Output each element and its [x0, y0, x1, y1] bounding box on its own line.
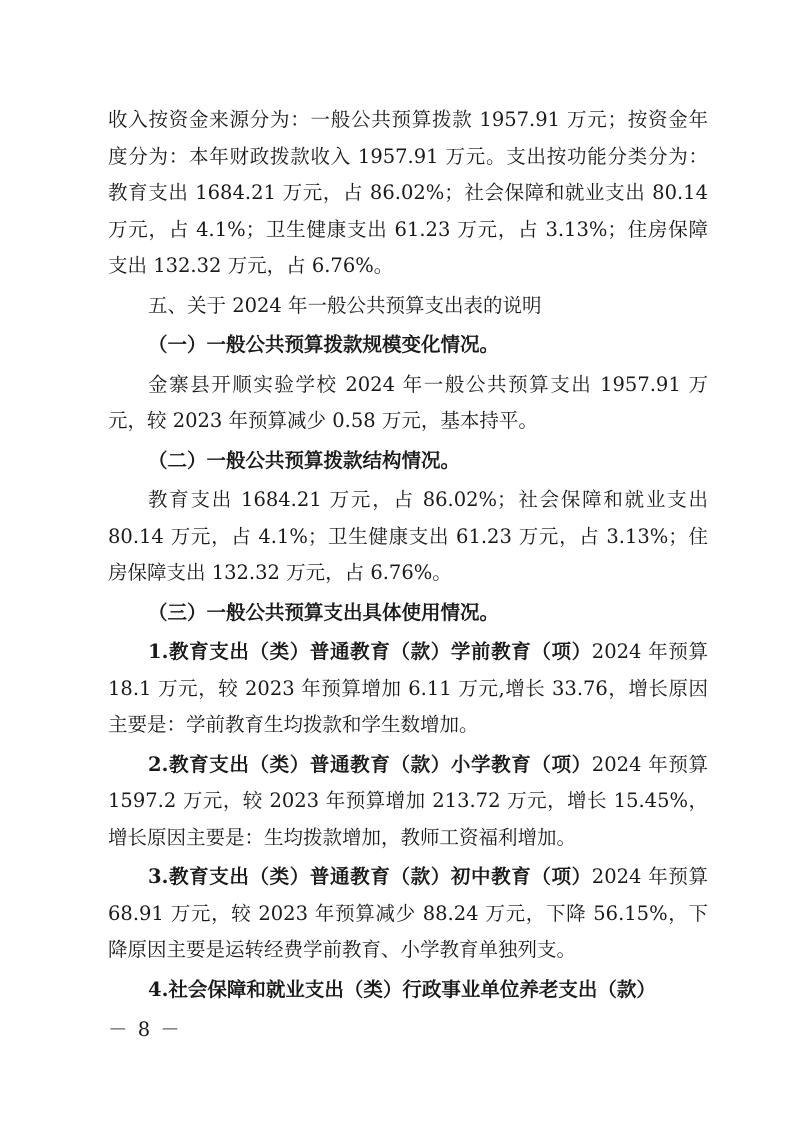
- paragraph-income-expenditure-summary: 收入按资金来源分为：一般公共预算拨款 1957.91 万元；按资金年度分为：本年财政拨款收入 1957.91 万元。支出按功能分类分为：教育支出 1684.21 万元，占 86.02%；社会保障和就业支出 80.14 万元，占 4.1%；卫生健康支出 61.23 万元，占 3.13%；住房保障支出 132.32 万元，占 6.76%。: [108, 108, 709, 277]
- item-title-junior: 3.教育支出（类）普通教育（款）初中教育（项）: [148, 865, 592, 888]
- section-heading-five: 五、关于 2024 年一般公共预算支出表的说明: [148, 293, 542, 317]
- sub-heading-structure: （二）一般公共预算拨款结构情况。: [148, 448, 461, 472]
- page-number: － 8 －: [108, 1018, 182, 1041]
- item-text-primary: 2024 年预算 1597.2 万元，较 2023 年预算增加 213.72 万元，增长 15.45%，增长原因主要是：生均拨款增加，教师工资福利增加。: [108, 752, 709, 849]
- item-text-preschool: 2024 年预算 18.1 万元，较 2023 年预算增加 6.11 万元,增长 33.76，增长原因主要是：学前教育生均拨款和学生数增加。: [108, 640, 709, 736]
- paragraph-item-junior: [108, 859, 708, 969]
- sub-heading-specific-usage: （三）一般公共预算支出具体使用情况。: [148, 600, 500, 624]
- paragraph-item-social-security: [108, 972, 708, 1009]
- sub-heading-scale-change: （一）一般公共预算拨款规模变化情况。: [148, 333, 500, 356]
- item-text-junior: 2024 年预算 68.91 万元，较 2023 年预算减少 88.24 万元，下降 56.15%，下降原因主要是运转经费学前教育、小学教育单独列支。: [108, 865, 709, 961]
- paragraph-item-primary: [108, 747, 708, 857]
- paragraph-scale-change: 金寨县开顺实验学校 2024 年一般公共预算支出 1957.91 万元，较 2023 年预算减少 0.58 万元，基本持平。: [108, 372, 708, 432]
- paragraph-structure: 教育支出 1684.21 万元，占 86.02%；社会保障和就业支出 80.14 万元，占 4.1%；卫生健康支出 61.23 万元，占 3.13%；住房保障支出 132.32 万元，占 6.76%。: [108, 488, 708, 584]
- item-title-social-security: 4.社会保障和就业支出（类）行政事业单位养老支出（款）: [148, 977, 656, 1001]
- paragraph-item-preschool: [108, 634, 708, 744]
- document-body: [108, 102, 708, 1008]
- item-title-preschool: 1.教育支出（类）普通教育（款）学前教育（项）: [148, 640, 592, 663]
- item-title-primary: 2.教育支出（类）普通教育（款）小学教育（项）: [148, 752, 592, 776]
